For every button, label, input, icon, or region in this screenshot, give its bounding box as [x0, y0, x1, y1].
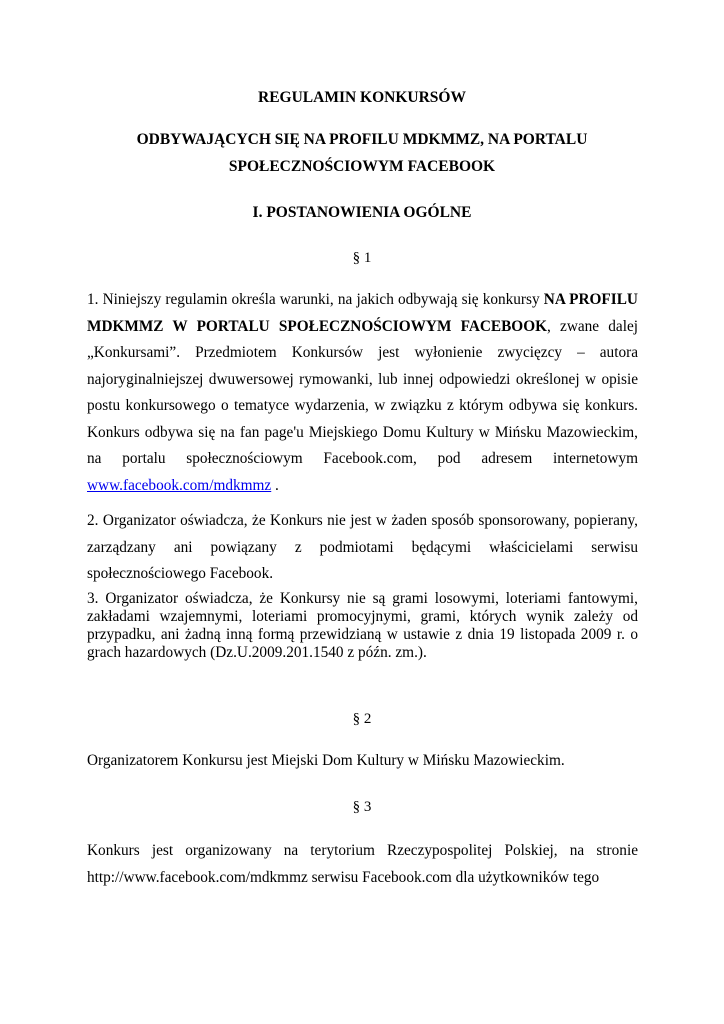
paragraph-1-1-start: 1. Niniejszy regulamin określa warunki, na jakich odbywają się konkursy — [87, 291, 544, 308]
paragraph-1-3: 3. Organizator oświadcza, że Konkursy nie są grami losowymi, loteriami fantowymi, zakładami wzajemnymi, loteriami promocyjnymi, grami, których wynik zależy od przypadku, ani żadną inną formą przewidzianą w ustawie z dnia 19 listopada 2009 r. o grach hazardowych (Dz.U.2009.201.1540 z późn. zm.). — [87, 590, 638, 661]
document-subtitle-line1: ODBYWAJĄCYCH SIĘ NA PROFILU MDKMMZ, NA PORTALU — [136, 131, 588, 148]
chapter-heading: I. POSTANOWIENIA OGÓLNE — [252, 204, 472, 221]
paragraph-2: Organizatorem Konkursu jest Miejski Dom Kultury w Mińsku Mazowieckim. — [87, 752, 565, 769]
facebook-link[interactable]: www.facebook.com/mdkmmz — [87, 476, 272, 494]
paragraph-1-1-bold: NA PROFILU MDKMMZ W PORTALU SPOŁECZNOŚCIOWYM FACEBOOK — [87, 291, 638, 335]
section-mark-1: § 1 — [352, 250, 372, 266]
paragraph-1-2: 2. Organizator oświadcza, że Konkurs nie jest w żaden sposób sponsorowany, popierany, zarządzany ani powiązany z podmiotami będącymi właścicielami serwisu społecznościowego Facebook. — [87, 512, 638, 582]
section-mark-2: § 2 — [352, 711, 372, 727]
paragraph-3: Konkurs jest organizowany na terytorium Rzeczypospolitej Polskiej, na stronie http://www.facebook.com/mdkmmz serwisu Facebook.com dla użytkowników tego — [87, 842, 638, 886]
section-mark-3: § 3 — [352, 799, 372, 815]
paragraph-1-1-end: . — [271, 476, 279, 494]
paragraph-1-1-middle: , zwane dalej „Konkursami”. Przedmiotem Konkursów jest wyłonienie zwycięzcy – autora najoryginalniejszej dwuwersowej rymowanki, lub innej odpowiedzi określonej w opisie postu konkursowego o tematyce wydarzenia, w związku z którym odbywa się konkurs. Konkurs odbywa się na fan page'u Miejskiego Domu Kultury w Mińsku Mazowieckim, na portalu społecznościowym Facebook.com, pod adresem internetowym — [87, 317, 639, 467]
document-subtitle-line2: SPOŁECZNOŚCIOWYM FACEBOOK — [228, 158, 496, 175]
paragraph-1-1 — [87, 287, 638, 499]
document-title: REGULAMIN KONKURSÓW — [258, 89, 466, 106]
